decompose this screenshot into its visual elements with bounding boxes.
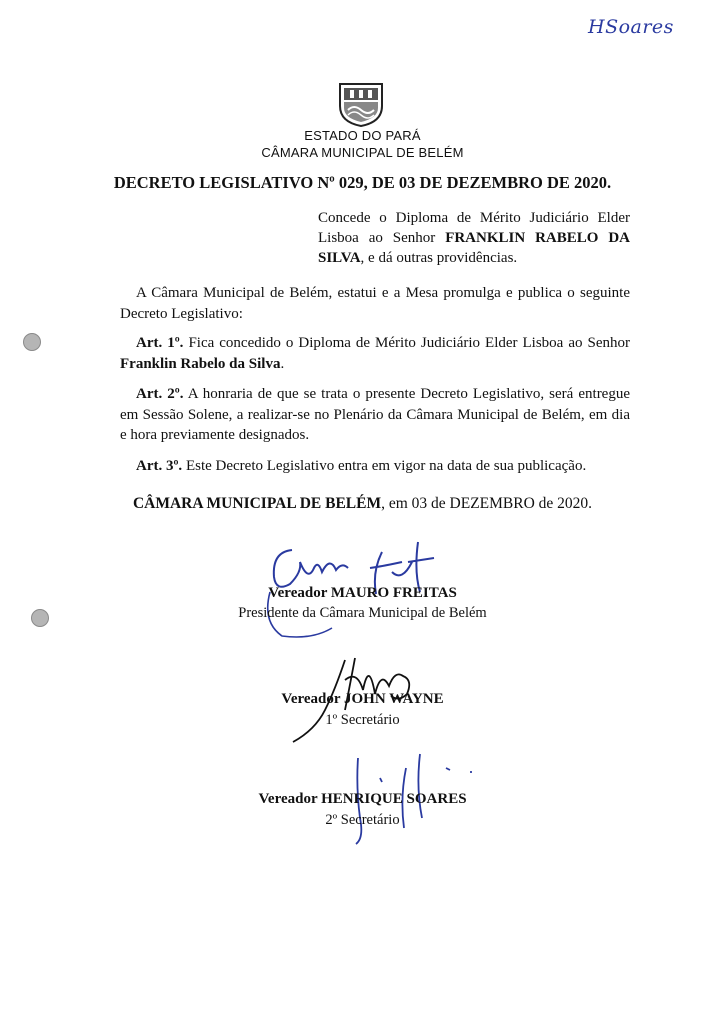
ementa-text-1: Concede o Diploma de Mérito Judiciário Elder Lisboa ao Senhor	[318, 210, 630, 246]
signatory-1-name: Vereador MAURO FREITAS	[268, 585, 457, 601]
decree-title: DECRETO LEGISLATIVO Nº 029, DE 03 DE DEZEMBRO DE 2020.	[113, 173, 612, 192]
ementa-text-2: , e dá outras providências.	[360, 250, 518, 266]
article-2-text: A honraria de que se trata o presente Decreto Legislativo, será entregue em Sessão Solene, a realizar-se no Plenário da Câmara Municipal de Belém, em dia e hora previamente designados.	[120, 386, 630, 443]
ementa-name: FRANKLIN RABELO DA SILVA	[318, 230, 631, 266]
article-1-label: Art. 1º.	[136, 335, 184, 351]
header-chamber: CÂMARA MUNICIPAL DE BELÉM	[261, 145, 464, 160]
article-2-label: Art. 2º.	[136, 386, 184, 402]
signatory-2-role: 1º Secretário	[325, 712, 400, 728]
ementa	[318, 208, 630, 268]
signatory-3-name: Vereador HENRIQUE SOARES	[258, 791, 467, 807]
article-3-text: Este Decreto Legislativo entra em vigor na data de sua publicação.	[182, 458, 587, 474]
article-1-name: Franklin Rabelo da Silva	[120, 355, 281, 372]
closing-rest: , em 03 de DEZEMBRO de 2020.	[381, 495, 593, 512]
article-3	[120, 456, 630, 477]
punch-hole	[23, 333, 41, 351]
signatory-2-name: Vereador JOHN WAYNE	[281, 691, 444, 707]
closing-bold: CÂMARA MUNICIPAL DE BELÉM	[132, 495, 382, 512]
article-1-end: .	[280, 355, 285, 372]
article-1-text: Fica concedido o Diploma de Mérito Judiciário Elder Lisboa ao Senhor	[183, 335, 630, 351]
article-2	[120, 384, 630, 446]
signatory-1-role: Presidente da Câmara Municipal de Belém	[238, 605, 487, 621]
header-state: ESTADO DO PARÁ	[304, 128, 421, 143]
closing-line	[0, 495, 725, 513]
coat-of-arms-icon	[336, 80, 386, 128]
preamble: A Câmara Municipal de Belém, estatui e a Mesa promulga e publica o seguinte Decreto Legislativo:	[120, 285, 630, 322]
article-1	[120, 333, 630, 374]
signatory-3-role: 2º Secretário	[325, 812, 400, 828]
article-3-label: Art. 3º.	[136, 458, 183, 474]
handwritten-note: HSoares	[588, 16, 674, 38]
